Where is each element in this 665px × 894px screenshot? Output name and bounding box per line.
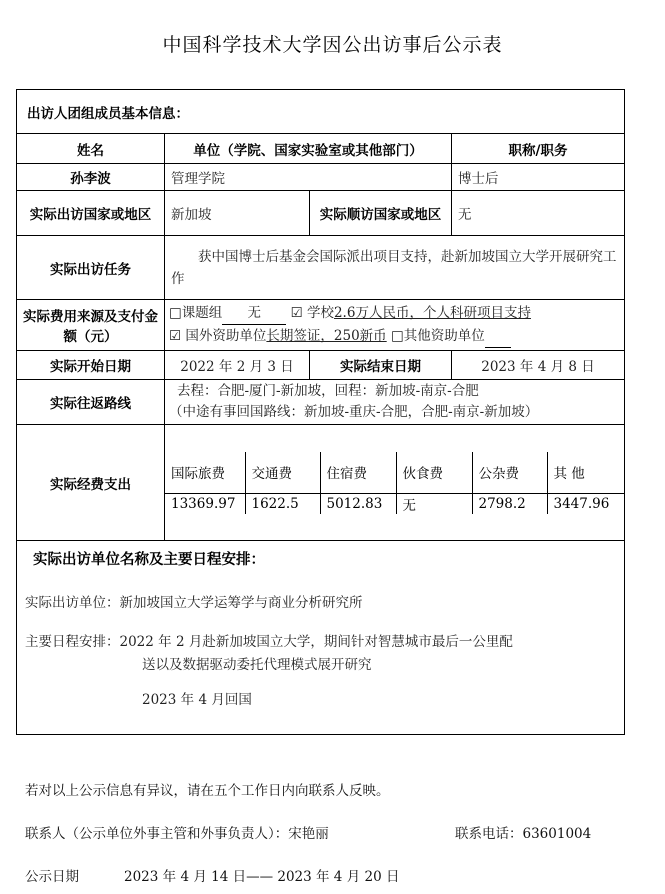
foreign-amount: 长期签证，250新币	[266, 328, 387, 344]
section2-heading: 实际出访单位名称及主要日程安排：	[33, 551, 265, 568]
expense-value-lodging: 5012.83	[320, 493, 396, 514]
page-title: 中国科学技术大学因公出访事后公示表	[162, 34, 503, 56]
expense-value-other: 3447.96	[553, 495, 610, 512]
school-label: 学校	[306, 305, 334, 321]
country-label: 实际出访国家或地区	[17, 191, 165, 236]
expense-value-travel: 13369.97	[165, 493, 245, 514]
transit-value: 无	[452, 191, 625, 236]
schedule-line2: 送以及数据驱动委托代理模式展开研究	[142, 657, 372, 673]
research-group-amount: 无	[222, 302, 286, 325]
foreign-checkbox: ☑	[169, 328, 182, 344]
expense-grid	[165, 425, 625, 541]
disclosure-table	[16, 89, 625, 735]
other-amount	[485, 325, 511, 348]
funding-label: 实际费用来源及支付金额（元）	[17, 300, 165, 351]
schedule-line1: 2022 年 2 月赴新加坡国立大学，期间针对智慧城市最后一公里配	[119, 634, 513, 650]
route-label: 实际往返路线	[17, 380, 165, 425]
header-name: 姓名	[17, 134, 165, 164]
expense-value-meals: 无	[396, 493, 472, 514]
route-value	[165, 380, 625, 425]
foreign-label: 国外资助单位	[185, 328, 267, 344]
expense-header-other: 其 他	[547, 452, 625, 494]
contact-person: 联系人（公示单位外事主管和外事负责人）：宋艳丽	[25, 826, 329, 842]
expense-label: 实际经费支出	[17, 425, 165, 541]
unit-value: 新加坡国立大学运筹学与商业分析研究所	[119, 595, 363, 611]
start-label: 实际开始日期	[17, 351, 165, 380]
expense-value-misc: 2798.2	[472, 493, 547, 514]
expense-header-misc: 公杂费	[472, 452, 547, 494]
other-label: □其他资助单位	[390, 328, 485, 344]
transit-label: 实际顺访国家或地区	[310, 191, 452, 236]
member-unit: 管理学院	[165, 164, 452, 191]
task-value: 获中国博士后基金会国际派出项目支持，赴新加坡国立大学开展研究工作	[165, 236, 625, 300]
start-value: 2022 年 2 月 3 日	[165, 351, 310, 380]
route-line1: 去程：合肥-厦门-新加坡，回程：新加坡-南京-合肥	[177, 383, 479, 399]
school-amount: 2.6万人民币，个人科研项目支持	[333, 305, 531, 321]
research-group-checkbox: □课题组	[169, 305, 223, 321]
funding-value	[165, 300, 625, 351]
task-label: 实际出访任务	[17, 236, 165, 300]
unit-prefix: 实际出访单位：	[25, 595, 120, 611]
publish-date-label: 公示日期	[25, 869, 79, 885]
end-value: 2023 年 4 月 8 日	[452, 351, 625, 380]
member-name: 孙李波	[17, 164, 165, 191]
publish-date-value: 2023 年 4 月 14 日—— 2023 年 4 月 20 日	[124, 869, 400, 885]
country-value: 新加坡	[165, 191, 310, 236]
expense-header-travel: 国际旅费	[165, 452, 245, 494]
route-line2: （中途有事回国路线：新加坡-重庆-合肥，合肥-南京-新加坡）	[169, 404, 539, 420]
member-position: 博士后	[452, 164, 625, 191]
schedule-section	[17, 541, 625, 735]
school-checkbox: ☑	[290, 305, 303, 321]
schedule-line3: 2023 年 4 月回国	[142, 692, 252, 708]
schedule-prefix: 主要日程安排：	[25, 634, 120, 650]
contact-phone: 联系电话：63601004	[455, 826, 592, 842]
end-label: 实际结束日期	[310, 351, 452, 380]
expense-header-meals: 伙食费	[396, 452, 472, 494]
expense-header-lodging: 住宿费	[320, 452, 396, 494]
expense-value-transport: 1622.5	[245, 493, 320, 514]
objection-note: 若对以上公示信息有异议，请在五个工作日内向联系人反映。	[25, 783, 390, 799]
expense-header-transport: 交通费	[245, 452, 320, 494]
header-unit: 单位（学院、国家实验室或其他部门）	[165, 134, 452, 164]
header-position: 职称/职务	[452, 134, 625, 164]
section1-heading: 出访人团组成员基本信息：	[17, 90, 625, 134]
